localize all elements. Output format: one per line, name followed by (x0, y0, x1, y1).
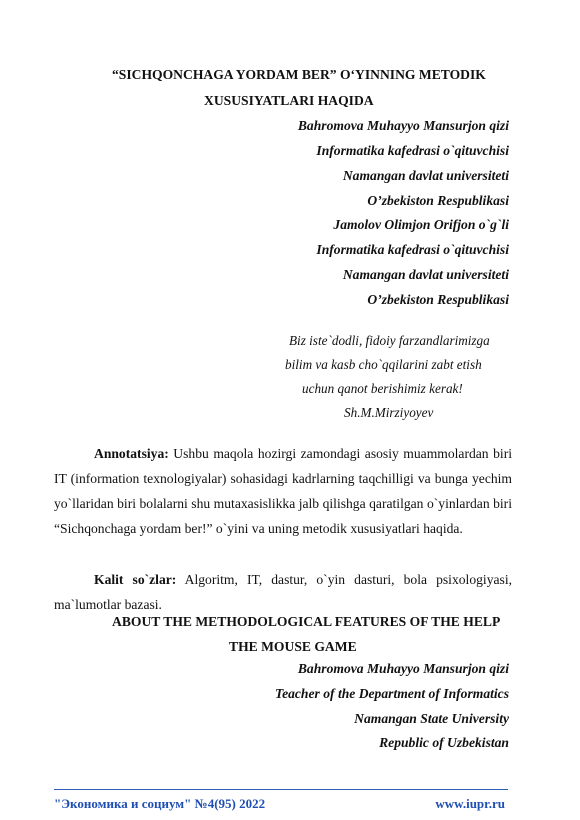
keywords-label: Kalit so`zlar: (94, 572, 177, 587)
footer-rule (54, 789, 508, 790)
annotation-label: Annotatsiya: (94, 446, 169, 461)
author-university: Namangan davlat universiteti (342, 168, 509, 183)
title-uz-line1: “SICHQONCHAGA YORDAM BER” O‘YINNING METODIK (112, 67, 486, 82)
author-position: Informatika kafedrasi o`qituvchisi (316, 143, 509, 158)
epigraph-line: Biz iste`dodli, fidoiy farzandlarimizga (289, 333, 490, 348)
author-university: Namangan davlat universiteti (342, 267, 509, 282)
author-country: O’zbekiston Respublikasi (367, 292, 509, 307)
footer-site-link[interactable]: www.iupr.ru (435, 796, 505, 811)
title-en-line1: ABOUT THE METHODOLOGICAL FEATURES OF THE HELP (112, 614, 501, 629)
author-country: Republic of Uzbekistan (379, 735, 509, 750)
author-university: Namangan State University (354, 711, 509, 726)
title-uz-line2: XUSUSIYATLARI HAQIDA (204, 93, 374, 108)
annotation-text: Ushbu maqola hozirgi zamondagi asosiy muammolardan biri IT (information texnologiyalar) sohasidagi kadrlarning taqchilligi va bunga yechim yo`llaridan biri bolalarni shu mutaxasislikka jalb qilishga qaratilgan o`yinlardan biri “Sichqonchaga yordam ber!” o`yini va uning metodik xususiyatlari haqida. (54, 446, 512, 536)
epigraph-line: uchun qanot berishimiz kerak! (302, 381, 463, 396)
author-country: O’zbekiston Respublikasi (367, 193, 509, 208)
epigraph-line: bilim va kasb cho`qqilarini zabt etish (285, 357, 482, 372)
author-position: Informatika kafedrasi o`qituvchisi (316, 242, 509, 257)
author-name: Bahromova Muhayyo Mansurjon qizi (297, 118, 509, 133)
author-name: Bahromova Muhayyo Mansurjon qizi (297, 661, 509, 676)
annotation-paragraph (54, 441, 512, 541)
title-en-line2: THE MOUSE GAME (229, 639, 357, 654)
keywords-text: Algoritm, IT, dastur, o`yin dasturi, bola psixologiyasi, ma`lumotlar bazasi. (54, 572, 512, 612)
author-name: Jamolov Olimjon Orifjon o`g`li (333, 217, 509, 232)
footer-journal: "Экономика и социум" №4(95) 2022 (54, 796, 266, 811)
author-position: Teacher of the Department of Informatics (275, 686, 509, 701)
keywords-paragraph (54, 567, 512, 617)
epigraph-author: Sh.M.Mirziyoyev (344, 405, 434, 420)
